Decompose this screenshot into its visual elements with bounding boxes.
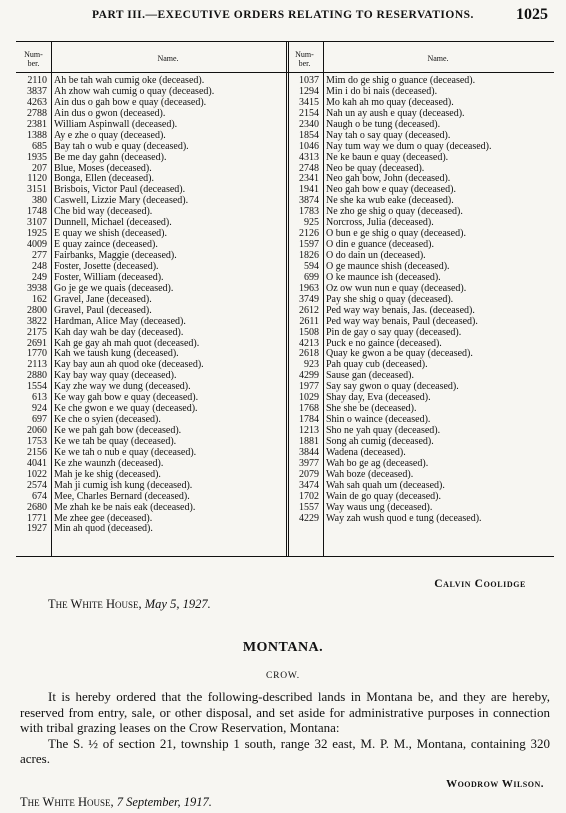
allottee-name: Dunnell, Michael (deceased). xyxy=(54,217,172,229)
allotment-number: 1927 xyxy=(27,523,47,535)
allottee-name: Che bid way (deceased). xyxy=(54,206,153,218)
allottee-name: Blue, Moses (deceased). xyxy=(54,162,152,174)
allotment-number: 3415 xyxy=(299,96,319,108)
allotment-number: 2060 xyxy=(27,425,47,436)
allottee-name: Mo kah ah mo quay (deceased). xyxy=(326,96,454,108)
page-number: 1025 xyxy=(516,6,548,23)
allottee-name: Be me day gahn (deceased). xyxy=(54,151,167,163)
allottee-name: Neo be quay (deceased). xyxy=(326,162,425,174)
allotment-number: 925 xyxy=(304,217,319,229)
allotment-number: 924 xyxy=(32,403,47,415)
allottee-name: Kah we taush kung (deceased). xyxy=(54,348,179,360)
allotment-number: 697 xyxy=(32,414,47,426)
allotment-number: 2800 xyxy=(27,304,47,316)
right-column-entries xyxy=(288,76,554,524)
allottee-name: Ke che o syien (deceased). xyxy=(54,414,161,426)
table-row xyxy=(288,131,554,142)
allotment-number: 1854 xyxy=(299,129,319,141)
page-header xyxy=(0,6,566,28)
allotment-number: 3874 xyxy=(299,195,319,207)
allotment-number: 1022 xyxy=(27,468,47,480)
allotment-number: 2154 xyxy=(299,107,319,119)
allottee-name: Pin de gay o say quay (deceased). xyxy=(326,326,462,338)
allotment-number: 685 xyxy=(32,140,47,152)
order-paragraph: It is hereby ordered that the following-described lands in Montana be, and they are hereby, reserved from entry, sale, or other disposal, and set aside for administrative purposes in connection with tribal grazing leases on the Crow Reservation, Montana: xyxy=(20,689,550,735)
allottee-name: Ain dus o gwon (deceased). xyxy=(54,107,166,119)
allottee-name: Shay day, Eva (deceased). xyxy=(326,392,431,404)
allottee-name: Min i do bi nais (deceased). xyxy=(326,85,438,97)
allotment-number: 2788 xyxy=(27,107,47,119)
allotment-number: 2341 xyxy=(299,173,319,185)
name-column-header-left: Name. xyxy=(157,54,179,63)
allottee-name: O do dain un (deceased). xyxy=(326,250,426,261)
allotment-number: 1881 xyxy=(299,435,319,447)
allottee-name: Kah day wah be day (deceased). xyxy=(54,326,184,338)
allotment-number: 2381 xyxy=(27,118,47,130)
allotment-number: 613 xyxy=(32,392,47,404)
allotment-number: 248 xyxy=(32,260,47,272)
allotment-number: 162 xyxy=(32,293,47,305)
table-row xyxy=(16,492,286,503)
allotment-number: 1120 xyxy=(27,173,47,185)
name-column-header-right: Name. xyxy=(427,54,449,63)
allotment-number: 1029 xyxy=(299,392,319,404)
allotment-number: 1037 xyxy=(299,75,319,86)
allotment-number: 2126 xyxy=(299,228,319,240)
left-column-entries xyxy=(16,76,286,535)
allotment-number: 1925 xyxy=(27,228,47,240)
land-description: The S. ½ of section 21, township 1 south, range 32 east, M. P. M., Montana, containing 320 acres. xyxy=(20,735,550,766)
table-row xyxy=(16,131,286,142)
allottee-name: Neo gah bow e quay (deceased). xyxy=(326,184,456,196)
allotment-number: 2113 xyxy=(27,359,47,371)
allottee-name: Neo gah bow, John (deceased). xyxy=(326,173,451,185)
allotment-number: 3837 xyxy=(27,85,47,97)
allotment-number: 1977 xyxy=(299,381,319,393)
signature-coolidge: Calvin Coolidge xyxy=(434,578,526,590)
allotment-number: 2340 xyxy=(299,118,319,130)
date: May 5, 1927. xyxy=(144,597,211,611)
allottee-name: Kah ge gay ah mah quot (deceased). xyxy=(54,337,200,349)
allotment-number: 594 xyxy=(304,260,319,272)
table-row xyxy=(16,524,286,535)
allotment-number: 923 xyxy=(304,359,319,371)
allottee-name: Ne ke baun e quay (deceased). xyxy=(326,151,449,163)
allottee-name: O ke maunce ish (deceased). xyxy=(326,271,441,283)
allottee-name: Mah ji cumig ish kung (deceased). xyxy=(54,479,193,491)
allotment-number: 1294 xyxy=(299,85,319,97)
allottee-name: Way zah wush quod e tung (deceased). xyxy=(326,512,482,524)
table-row xyxy=(288,142,554,153)
allotment-number: 1554 xyxy=(27,381,47,393)
allotment-number: 2611 xyxy=(299,315,319,327)
allotment-number: 3977 xyxy=(299,457,319,469)
allottee-name: Foster, William (deceased). xyxy=(54,271,164,283)
allotment-number: 1388 xyxy=(27,129,47,141)
allottee-name: Hardman, Alice May (deceased). xyxy=(54,315,186,327)
allotment-number: 2748 xyxy=(299,162,319,174)
allottee-name: Nah un ay aush e quay (deceased). xyxy=(326,107,465,119)
allotment-table xyxy=(16,41,554,557)
allottee-name: Ped way way benais, Jas. (deceased). xyxy=(326,304,475,316)
allottee-name: Quay ke gwon a be quay (deceased). xyxy=(326,348,473,360)
allottee-name: E quay zaince (deceased). xyxy=(54,239,158,251)
allottee-name: Caswell, Lizzie Mary (deceased). xyxy=(54,195,189,207)
allotment-number: 2079 xyxy=(299,468,319,480)
allottee-name: E quay we shish (deceased). xyxy=(54,228,168,240)
allottee-name: Pah quay cub (deceased). xyxy=(326,359,428,371)
allotment-number: 2110 xyxy=(27,75,47,86)
allottee-name: Kay bay aun ah quod oke (deceased). xyxy=(54,359,204,371)
allottee-name: William Aspinwall (deceased). xyxy=(54,118,178,130)
allottee-name: Way waus ung (deceased). xyxy=(326,501,433,513)
allotment-number: 1963 xyxy=(299,282,319,294)
table-header xyxy=(16,42,554,73)
allotment-number: 1046 xyxy=(299,140,319,152)
allottee-name: Ke che gwon e we quay (deceased). xyxy=(54,403,198,415)
allotment-number: 2175 xyxy=(27,326,47,338)
allotment-number: 1213 xyxy=(299,425,319,436)
allotment-number: 1768 xyxy=(299,403,319,415)
allottee-name: Mee, Charles Bernard (deceased). xyxy=(54,490,190,502)
allottee-name: Ne she ka wub eake (deceased). xyxy=(326,195,454,207)
allotment-number: 277 xyxy=(32,250,47,261)
table-row xyxy=(288,514,554,525)
allottee-name: Song ah cumig (deceased). xyxy=(326,435,434,447)
allotment-number: 1783 xyxy=(299,206,319,218)
allotment-number: 249 xyxy=(32,271,47,283)
table-row xyxy=(16,153,286,164)
allotment-number: 3938 xyxy=(27,282,47,294)
allotment-number: 2691 xyxy=(27,337,47,349)
allottee-name: Kay zhe way we dung (deceased). xyxy=(54,381,191,393)
allottee-name: Wah boze (deceased). xyxy=(326,468,414,480)
allotment-number: 2618 xyxy=(299,348,319,360)
allottee-name: Ah zhow wah cumig o quay (deceased). xyxy=(54,85,215,97)
allotment-number: 1702 xyxy=(299,490,319,502)
allotment-number: 4263 xyxy=(27,96,47,108)
allotment-number: 207 xyxy=(32,162,47,174)
allottee-name: Ke we tah be quay (deceased). xyxy=(54,435,177,447)
allotment-number: 3107 xyxy=(27,217,47,229)
allottee-name: Shin o waince (deceased). xyxy=(326,414,431,426)
allottee-name: Bonga, Ellen (deceased). xyxy=(54,173,154,185)
allottee-name: Min ah quod (deceased). xyxy=(54,523,153,535)
table-row xyxy=(288,306,554,317)
allottee-name: Gravel, Jane (deceased). xyxy=(54,293,152,305)
allottee-name: Nay tum way we dum o quay (deceased). xyxy=(326,140,492,152)
allotment-number: 2156 xyxy=(27,446,47,458)
allotment-number: 1771 xyxy=(27,512,47,524)
allotment-number: 1941 xyxy=(299,184,319,196)
allotment-number: 4213 xyxy=(299,337,319,349)
allottee-name: Wadena (deceased). xyxy=(326,446,406,458)
allotment-number: 2680 xyxy=(27,501,47,513)
allottee-name: O bun e ge shig o quay (deceased). xyxy=(326,228,466,240)
allottee-name: Ay e zhe o quay (deceased). xyxy=(54,129,166,141)
allottee-name: She she be (deceased). xyxy=(326,403,417,415)
allotment-number: 3151 xyxy=(27,184,47,196)
table-row xyxy=(288,317,554,328)
table-row xyxy=(288,153,554,164)
allotment-number: 4041 xyxy=(27,457,47,469)
allotment-number: 4299 xyxy=(299,370,319,382)
table-row xyxy=(16,481,286,492)
allottee-name: Pay she shig o quay (deceased). xyxy=(326,293,454,305)
table-row xyxy=(288,503,554,514)
allotment-number: 4009 xyxy=(27,239,47,251)
state-heading: MONTANA. xyxy=(242,640,324,655)
allottee-name: Ke we tah o nub e quay (deceased). xyxy=(54,446,197,458)
allotment-number: 3822 xyxy=(27,315,47,327)
allottee-name: Oz ow wun nun e quay (deceased). xyxy=(326,282,467,294)
allotment-number: 1935 xyxy=(27,151,47,163)
allotment-number: 1508 xyxy=(299,326,319,338)
allotment-number: 4229 xyxy=(299,512,319,524)
allottee-name: Me zhah ke be nais eak (deceased). xyxy=(54,501,196,513)
table-row xyxy=(288,492,554,503)
allotment-number: 1770 xyxy=(27,348,47,360)
table-row xyxy=(16,142,286,153)
allottee-name: Foster, Josette (deceased). xyxy=(54,260,159,272)
allottee-name: Gravel, Paul (deceased). xyxy=(54,304,152,316)
allottee-name: Wah bo ge ag (deceased). xyxy=(326,457,429,469)
dateline-1917 xyxy=(20,795,212,810)
allottee-name: Go je ge we quais (deceased). xyxy=(54,282,174,294)
allottee-name: Ne zho ge shig o quay (deceased). xyxy=(326,206,463,218)
allottee-name: O ge maunce shish (deceased). xyxy=(326,260,450,272)
allottee-name: Ke zhe waunzh (deceased). xyxy=(54,457,164,469)
allotment-number: 3749 xyxy=(299,293,319,305)
number-column-header-left: Num- ber. xyxy=(24,50,43,68)
allottee-name: Ped way way benais, Paul (deceased). xyxy=(326,315,478,327)
allottee-name: Puck e no gaince (deceased). xyxy=(326,337,442,349)
place: The White House, xyxy=(48,597,142,611)
allotment-number: 1557 xyxy=(299,501,319,513)
allottee-name: Mah je ke shig (deceased). xyxy=(54,468,161,480)
dateline-1927 xyxy=(48,597,211,612)
allotment-number: 3474 xyxy=(299,479,319,491)
allottee-name: Nay tah o say quay (deceased). xyxy=(326,129,451,141)
allottee-name: Norcross, Julia (deceased). xyxy=(326,217,434,229)
signature-wilson: Woodrow Wilson. xyxy=(446,778,544,790)
allotment-number: 2880 xyxy=(27,370,47,382)
allotment-number: 1753 xyxy=(27,435,47,447)
allottee-name: Mim do ge shig o guance (deceased). xyxy=(326,75,476,86)
allotment-number: 3844 xyxy=(299,446,319,458)
allottee-name: Ke way gah bow e quay (deceased). xyxy=(54,392,199,404)
date: 7 September, 1917. xyxy=(116,795,212,809)
allottee-name: Ke we pah gah bow (deceased). xyxy=(54,425,182,436)
allottee-name: Me zhee gee (deceased). xyxy=(54,512,153,524)
allottee-name: Sause gan (deceased). xyxy=(326,370,415,382)
table-row xyxy=(16,503,286,514)
allotment-number: 1597 xyxy=(299,239,319,251)
allotment-number: 1826 xyxy=(299,250,319,261)
table-row xyxy=(16,317,286,328)
allottee-name: Fairbanks, Maggie (deceased). xyxy=(54,250,177,261)
allotment-number: 674 xyxy=(32,490,47,502)
allotment-number: 1748 xyxy=(27,206,47,218)
allottee-name: Naugh o be tung (deceased). xyxy=(326,118,441,130)
allottee-name: Ain dus o gah bow e quay (deceased). xyxy=(54,96,207,108)
allotment-number: 1784 xyxy=(299,414,319,426)
table-row xyxy=(16,328,286,339)
running-title: PART III.—EXECUTIVE ORDERS RELATING TO RESERVATIONS. xyxy=(92,9,474,21)
number-column-header-right: Num- ber. xyxy=(295,50,314,68)
allottee-name: Wah sah quah um (deceased). xyxy=(326,479,445,491)
allotment-number: 380 xyxy=(32,195,47,207)
table-row xyxy=(16,306,286,317)
allottee-name: Brisbois, Victor Paul (deceased). xyxy=(54,184,186,196)
allotment-number: 4313 xyxy=(299,151,319,163)
allottee-name: Ah be tah wah cumig oke (deceased). xyxy=(54,75,205,86)
place: The White House, xyxy=(20,795,114,809)
order-text xyxy=(20,689,550,767)
allottee-name: O din e guance (deceased). xyxy=(326,239,434,251)
table-row xyxy=(288,328,554,339)
allottee-name: Sho ne yah quay (deceased). xyxy=(326,425,441,436)
table-row xyxy=(288,481,554,492)
allotment-number: 2612 xyxy=(299,304,319,316)
column-rule xyxy=(286,42,287,556)
allottee-name: Wain de go quay (deceased). xyxy=(326,490,441,502)
allottee-name: Bay tah o wub e quay (deceased). xyxy=(54,140,189,152)
allotment-number: 699 xyxy=(304,271,319,283)
allotment-number: 2574 xyxy=(27,479,47,491)
allottee-name: Kay bay way quay (deceased). xyxy=(54,370,177,382)
reservation-subheading: CROW. xyxy=(265,671,300,681)
allottee-name: Say say gwon o quay (deceased). xyxy=(326,381,459,393)
